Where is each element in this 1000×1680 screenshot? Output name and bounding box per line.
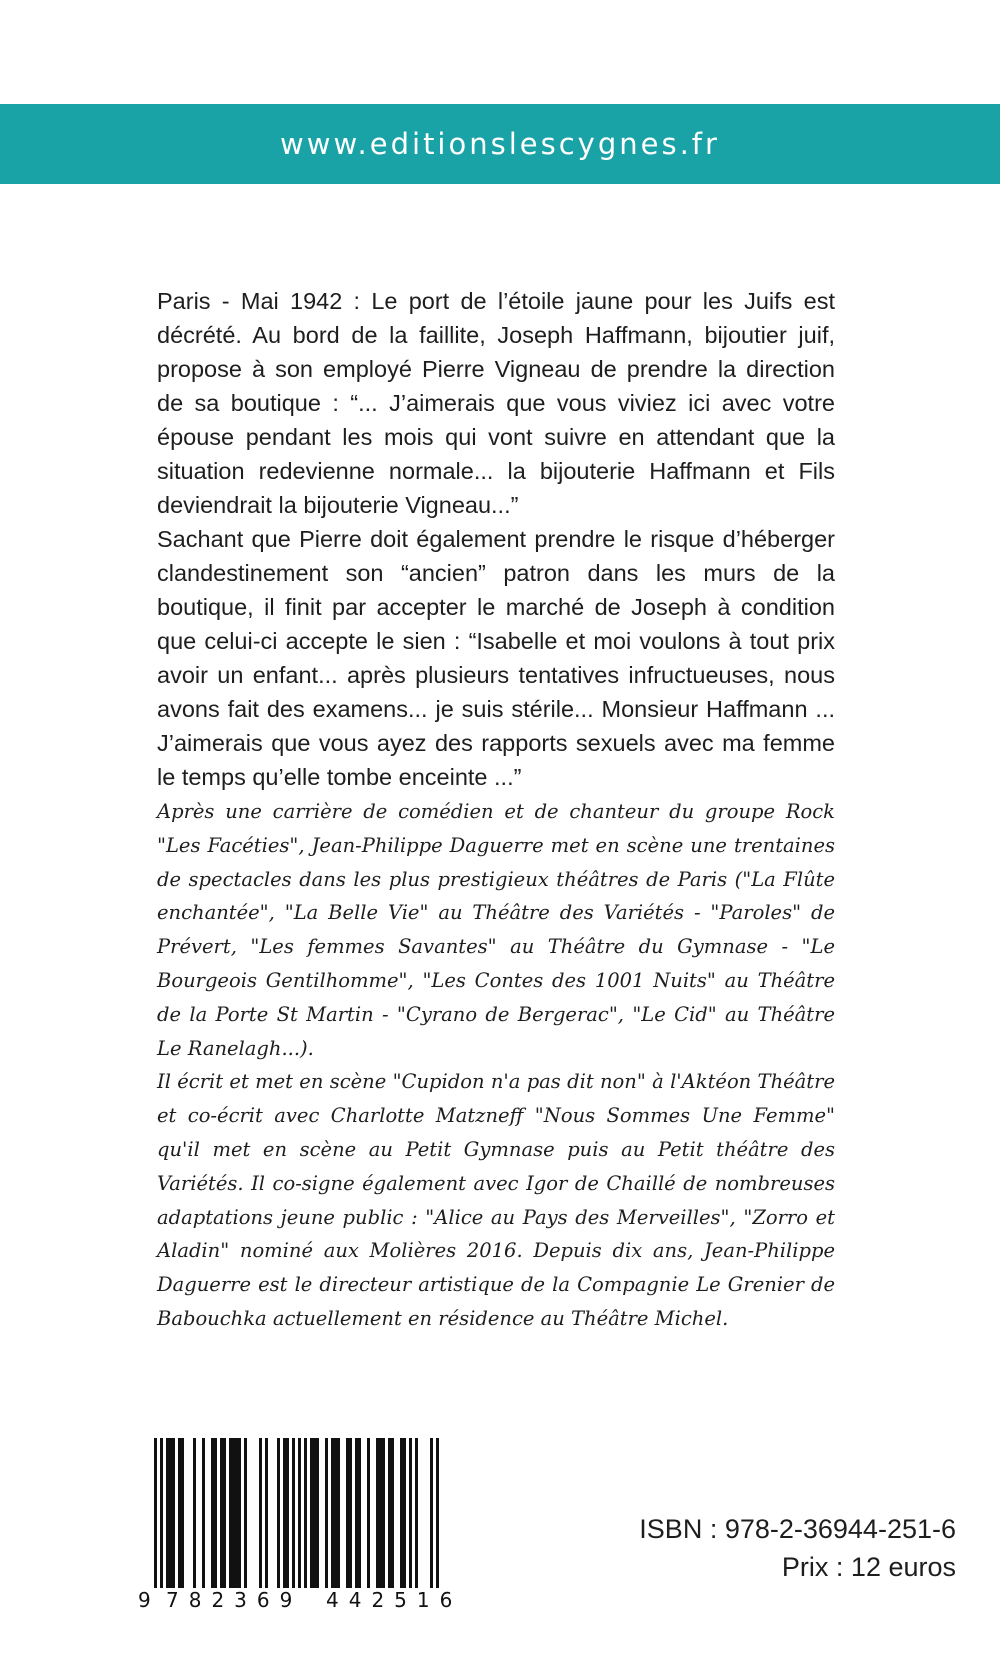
synopsis-text bbox=[157, 284, 835, 794]
barcode-bar bbox=[376, 1438, 379, 1588]
barcode-bar bbox=[349, 1438, 352, 1588]
barcode-bar bbox=[277, 1438, 280, 1588]
barcode-bar bbox=[436, 1438, 439, 1588]
barcode-bar bbox=[331, 1438, 334, 1588]
barcode-bar bbox=[346, 1438, 349, 1588]
author-biography bbox=[157, 795, 835, 1336]
barcode-bar bbox=[391, 1438, 394, 1588]
barcode bbox=[136, 1438, 484, 1618]
barcode-bar bbox=[403, 1438, 406, 1588]
barcode-bar bbox=[220, 1438, 223, 1588]
barcode-bar bbox=[178, 1438, 181, 1588]
barcode-bar bbox=[355, 1438, 358, 1588]
barcode-bar bbox=[232, 1438, 235, 1588]
publisher-url[interactable]: www.editionslescygnes.fr bbox=[280, 127, 720, 161]
barcode-bar bbox=[265, 1438, 268, 1588]
barcode-right-group: 442516 bbox=[326, 1588, 463, 1612]
barcode-digits bbox=[136, 1588, 484, 1618]
barcode-bar bbox=[325, 1438, 328, 1588]
website-banner bbox=[0, 104, 1000, 184]
barcode-bar bbox=[211, 1438, 214, 1588]
barcode-bar bbox=[388, 1438, 391, 1588]
biography-paragraph: Après une carrière de comédien et de chanteur du groupe Rock "Les Facéties", Jean-Philippe Daguerre met en scène une trentaines de spectacles dans les plus prestigieux théâtres de Paris ("La Flûte enchantée", "La Belle Vie" au Théâtre des Variétés - "Paroles" de Prévert, "Les femmes Savantes" au Théâtre du Gymnase - "Le Bourgeois Gentilhomme", "Les Contes des 1001 Nuits" au Théâtre de la Porte St Martin - "Cyrano de Bergerac", "Le Cid" au Théâtre Le Ranelagh...). bbox=[157, 800, 835, 1060]
barcode-bar bbox=[415, 1438, 418, 1588]
price: Prix : 12 euros bbox=[781, 1552, 956, 1582]
barcode-bar bbox=[244, 1438, 247, 1588]
barcode-bar bbox=[160, 1438, 163, 1588]
barcode-bar bbox=[430, 1438, 433, 1588]
barcode-bar bbox=[310, 1438, 313, 1588]
barcode-bar bbox=[379, 1438, 382, 1588]
barcode-bar bbox=[202, 1438, 205, 1588]
barcode-bar bbox=[409, 1438, 412, 1588]
barcode-bar bbox=[382, 1438, 385, 1588]
barcode-bar bbox=[181, 1438, 184, 1588]
synopsis-paragraph: Paris - Mai 1942 : Le port de l’étoile jaune pour les Juifs est décrété. Au bord de la faillite, Joseph Haffmann, bijoutier juif, propose à son employé Pierre Vigneau de prendre la direction de sa boutique : “... J’aimerais que vous viviez ici avec votre épouse pendant les mois qui vont suivre en attendant que la situation redevienne normale... la bijouterie Haffmann et Fils deviendrait la bijouterie Vigneau...” bbox=[157, 288, 835, 518]
synopsis-paragraph: Sachant que Pierre doit également prendre le risque d’héberger clandestinement son “ancien” patron dans les murs de la boutique, il finit par accepter le marché de Joseph à condition que celui-ci accepte le sien : “Isabelle et moi voulons à tout prix avoir un enfant... après plusieurs tentatives infructueuses, nous avons fait des examens... je suis stérile... Monsieur Haffmann ... J’aimerais que vous ayez des rapports sexuels avec ma femme le temps qu’elle tombe enceinte ...” bbox=[157, 526, 835, 790]
biography-paragraph: Il écrit et met en scène "Cupidon n'a pas dit non" à l'Aktéon Théâtre et co-écrit avec Charlotte Matzneff "Nous Sommes Une Femme" qu'il met en scène au Petit Gymnase puis au Petit théâtre des Variétés. Il co-signe également avec Igor de Chaillé de nombreuses adaptations jeune public : "Alice au Pays des Merveilles", "Zorro et Aladin" nominé aux Molières 2016. Depuis dix ans, Jean-Philippe Daguerre est le directeur artistique de la Compagnie Le Grenier de Babouchka actuellement en résidence au Théâtre Michel. bbox=[157, 1070, 835, 1330]
barcode-bar bbox=[358, 1438, 361, 1588]
barcode-bar bbox=[259, 1438, 262, 1588]
barcode-bar bbox=[304, 1438, 307, 1588]
barcode-bar bbox=[316, 1438, 319, 1588]
barcode-bar bbox=[223, 1438, 226, 1588]
barcode-bar bbox=[286, 1438, 289, 1588]
barcode-bar bbox=[313, 1438, 316, 1588]
isbn-price-block bbox=[639, 1510, 956, 1586]
barcode-bar bbox=[238, 1438, 241, 1588]
barcode-bar bbox=[172, 1438, 175, 1588]
barcode-left-group: 782369 bbox=[166, 1588, 303, 1612]
barcode-bars bbox=[136, 1438, 484, 1588]
barcode-bar bbox=[298, 1438, 301, 1588]
barcode-bar bbox=[166, 1438, 169, 1588]
barcode-bar bbox=[337, 1438, 340, 1588]
barcode-bar bbox=[334, 1438, 337, 1588]
barcode-bar bbox=[229, 1438, 232, 1588]
barcode-bar bbox=[283, 1438, 286, 1588]
barcode-bar bbox=[292, 1438, 295, 1588]
barcode-bar bbox=[400, 1438, 403, 1588]
barcode-bar bbox=[367, 1438, 370, 1588]
barcode-bar bbox=[214, 1438, 217, 1588]
barcode-bar bbox=[169, 1438, 172, 1588]
barcode-bar bbox=[193, 1438, 196, 1588]
barcode-bar bbox=[154, 1438, 157, 1588]
barcode-bar bbox=[235, 1438, 238, 1588]
isbn-number: ISBN : 978-2-36944-251-6 bbox=[639, 1514, 956, 1544]
barcode-first-digit: 9 bbox=[138, 1588, 151, 1612]
